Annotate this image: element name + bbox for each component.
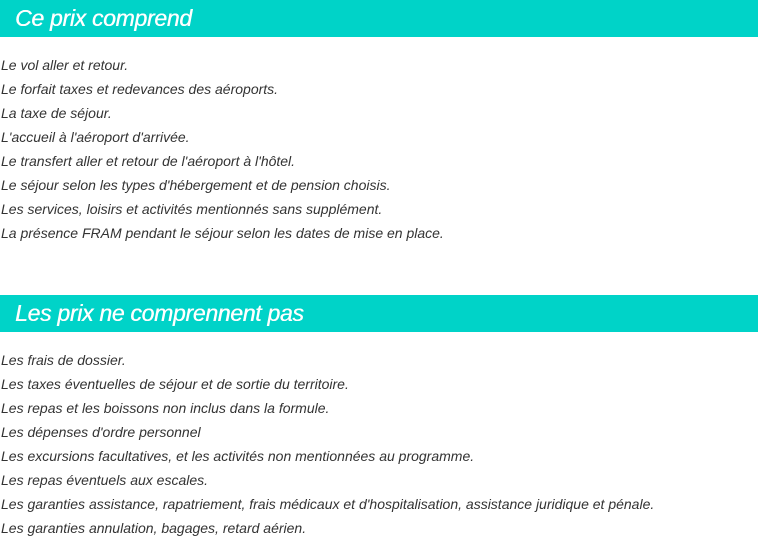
price-includes-section (0, 0, 758, 245)
list-item: Les taxes éventuelles de séjour et de sortie du territoire. (1, 376, 349, 392)
price-excludes-list (0, 348, 758, 540)
list-item: Les repas éventuels aux escales. (1, 472, 209, 488)
list-item: Le vol aller et retour. (1, 57, 129, 73)
list-item: Les garanties annulation, bagages, retard aérien. (1, 520, 307, 536)
price-includes-title: Ce prix comprend (15, 5, 192, 31)
list-item: La taxe de séjour. (1, 105, 112, 121)
price-excludes-title: Les prix ne comprennent pas (15, 300, 304, 326)
list-item: Les excursions facultatives, et les activités non mentionnées au programme. (1, 448, 475, 464)
list-item: La présence FRAM pendant le séjour selon les dates de mise en place. (1, 225, 444, 241)
list-item: Les services, loisirs et activités mentionnés sans supplément. (1, 201, 383, 217)
list-item: Le transfert aller et retour de l'aéroport à l'hôtel. (1, 153, 296, 169)
price-includes-list (0, 53, 758, 245)
list-item: L'accueil à l'aéroport d'arrivée. (1, 129, 190, 145)
price-excludes-section (0, 295, 758, 540)
list-item: Le forfait taxes et redevances des aéroports. (1, 81, 279, 97)
price-includes-banner (0, 0, 758, 37)
list-item: Les repas et les boissons non inclus dans la formule. (1, 400, 330, 416)
price-excludes-banner (0, 295, 758, 332)
list-item: Les garanties assistance, rapatriement, frais médicaux et d'hospitalisation, assistance juridique et pénale. (1, 496, 655, 512)
list-item: Le séjour selon les types d'hébergement et de pension choisis. (1, 177, 391, 193)
list-item: Les frais de dossier. (1, 352, 126, 368)
list-item: Les dépenses d'ordre personnel (1, 424, 201, 440)
